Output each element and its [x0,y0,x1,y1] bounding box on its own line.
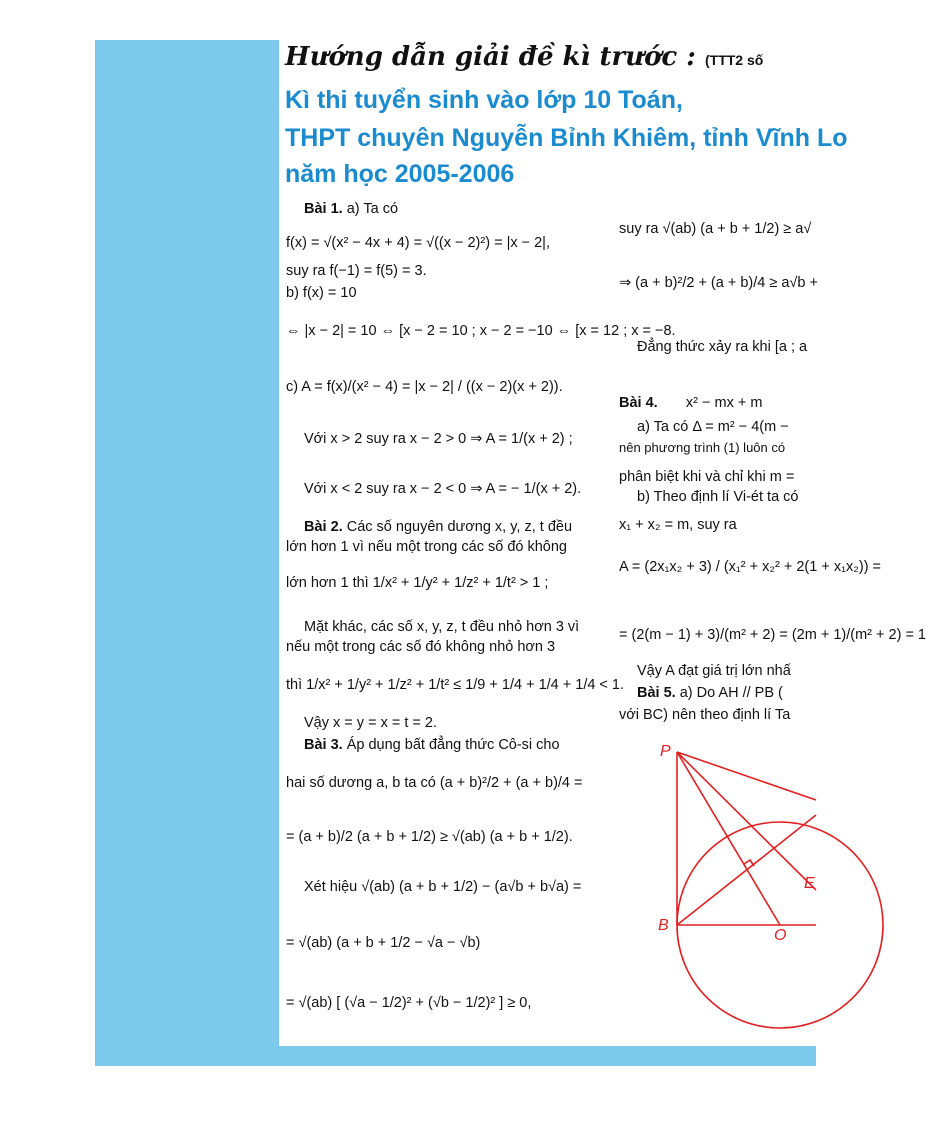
r-line12: Vậy A đạt giá trị lớn nhấ [637,663,791,679]
p3-line2: hai số dương a, b ta có (a + b)²/2 + (a + b)/4 = [286,775,583,791]
r-line3: Đẳng thức xảy ra khi [a ; a [637,339,808,355]
tangent-line [677,752,816,800]
problem-1-title: Bài 1. [304,201,343,217]
p2-conclusion: Vậy x = y = x = t = 2. [304,715,437,731]
exam-title-line2: THPT chuyên Nguyễn Bỉnh Khiêm, tỉnh Vĩnh Lo [285,124,848,152]
left-color-band [95,40,279,1066]
page-header [285,42,763,72]
header-ref: (TTT2 số [704,52,764,68]
label-p: P [660,743,671,760]
p2-line4: Mặt khác, các số x, y, z, t đều nhỏ hơn 3 vì [304,619,580,635]
bottom-color-band [279,1046,816,1066]
p1-values: suy ra f(−1) = f(5) = 3. [286,263,427,279]
r-line11: = (2(m − 1) + 3)/(m² + 2) = (2m + 1)/(m² + 2) = 1 [619,627,926,643]
p4-equation: x² − mx + m [685,395,763,411]
header-title: Hướng dẫn giải đề kì trước : [285,42,696,72]
p2-line6: thì 1/x² + 1/y² + 1/z² + 1/t² ≤ 1/9 + 1/4 + 1/4 + 1/4 < 1. [286,677,625,693]
problem-3-title: Bài 3. [304,737,343,753]
r-line5: a) Ta có Δ = m² − 4(m − [637,419,789,435]
r-line10: A = (2x₁x₂ + 3) / (x₁² + x₂² + 2(1 + x₁x₂)) = [619,559,882,575]
label-b: B [658,917,669,934]
p2-line1: Các số nguyên dương x, y, z, t đều [346,519,573,535]
exam-title-line1: Kì thi tuyển sinh vào lớp 10 Toán, [285,86,683,114]
p1-equivalence: ⇔ |x − 2| = 10 ⇔ [x − 2 = 10 ; x − 2 = −10 ⇔ [x = 12 ; x = −8. [286,323,676,339]
p1-a-intro: a) Ta có [346,201,399,217]
p3-line6: = √(ab) [ (√a − 1/2)² + (√b − 1/2)² ] ≥ 0, [286,995,532,1011]
p3-line4: Xét hiệu √(ab) (a + b + 1/2) − (a√b + b√a) = [304,879,582,895]
problem-5-title: Bài 5. [637,685,676,701]
problem-2-title: Bài 2. [304,519,343,535]
p1-b: b) f(x) = 10 [286,285,357,301]
right-angle-mark [744,860,754,866]
exam-title-line3: năm học 2005-2006 [285,160,515,188]
p1-case-2: Với x < 2 suy ra x − 2 < 0 ⇒ A = − 1/(x + 2). [304,481,582,497]
p2-line2: lớn hơn 1 vì nếu một trong các số đó không [286,539,567,555]
p3-line5: = √(ab) (a + b + 1/2 − √a − √b) [286,935,481,951]
label-o: O [774,927,787,944]
r-line8: b) Theo định lí Vi-ét ta có [637,489,799,505]
p1-case-1: Với x > 2 suy ra x − 2 > 0 ⇒ A = 1/(x + 2) ; [304,431,573,447]
p5-line2: với BC) nên theo định lí Ta [619,707,791,723]
r-line7: phân biệt khi và chỉ khi m = [619,469,795,485]
r-line9: x₁ + x₂ = m, suy ra [619,517,737,533]
problem-4-title: Bài 4. [619,395,658,411]
label-e: E [804,875,815,892]
p3-line3: = (a + b)/2 (a + b + 1/2) ≥ √(ab) (a + b + 1/2). [286,829,573,845]
p5-line1: a) Do AH // PB ( [679,685,783,701]
p2-line5: nếu một trong các số đó không nhỏ hơn 3 [286,639,556,655]
geometry-diagram [640,740,816,1040]
p3-line1: Áp dụng bất đẳng thức Cô-si cho [346,737,560,753]
p1-fx: f(x) = √(x² − 4x + 4) = √((x − 2)²) = |x − 2|, [286,235,550,251]
p2-line3: lớn hơn 1 thì 1/x² + 1/y² + 1/z² + 1/t² > 1 ; [286,575,549,591]
p1-c: c) A = f(x)/(x² − 4) = |x − 2| / ((x − 2)(x + 2)). [286,379,563,395]
r-line6: nên phương trình (1) luôn có [619,440,786,455]
r-line1: suy ra √(ab) (a + b + 1/2) ≥ a√ [619,221,812,237]
r-line2: ⇒ (a + b)²/2 + (a + b)/4 ≥ a√b + [619,275,818,291]
